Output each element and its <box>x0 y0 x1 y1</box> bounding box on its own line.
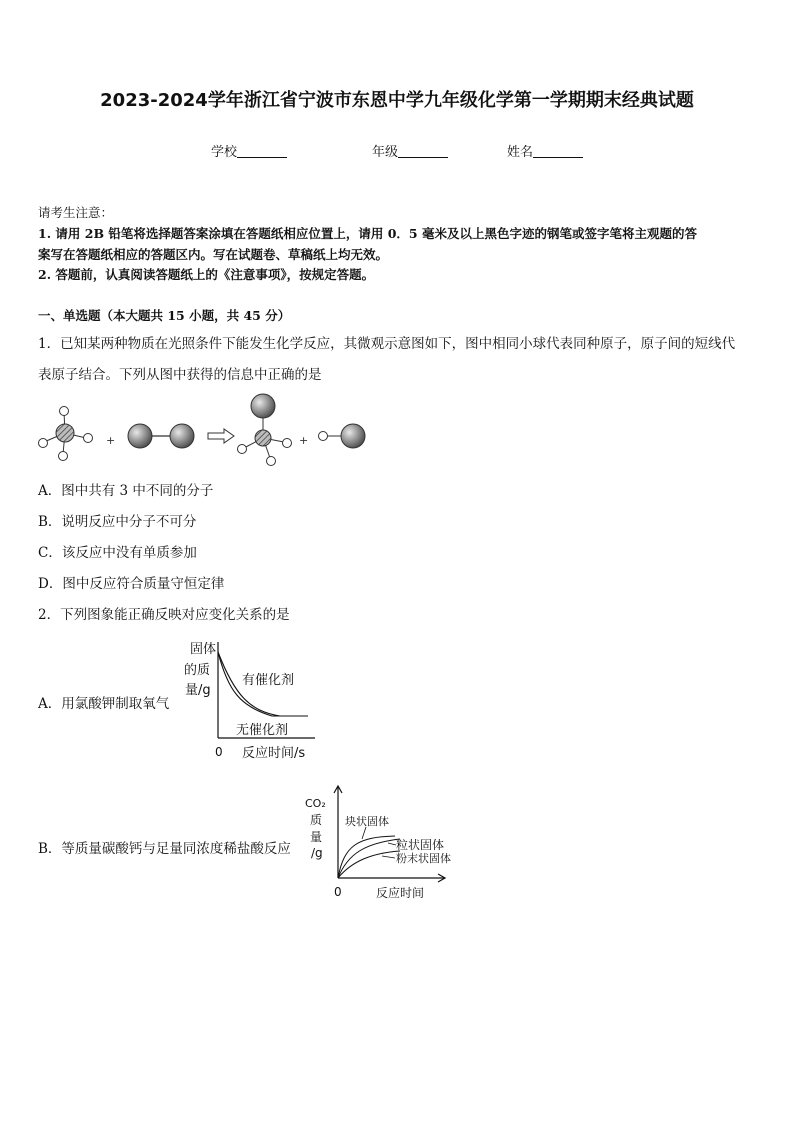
graph-a-ylabel-1: 固体 <box>190 642 217 657</box>
molecule-ch3cl <box>238 394 292 466</box>
graph-a <box>180 636 320 764</box>
graph-b-curve2-label: 粒状固体 <box>396 838 445 852</box>
reaction-diagram <box>30 390 380 470</box>
q1-option-c: C．该反应中没有单质参加 <box>38 545 197 561</box>
graph-b-curve3-label: 粉末状固体 <box>396 852 451 865</box>
graph-b-ylabel-1: CO₂ <box>305 797 326 810</box>
q2-stem: 2．下列图象能正确反映对应变化关系的是 <box>38 607 290 623</box>
graph-b-ylabel-4: /g <box>311 846 323 860</box>
molecule-ch4 <box>39 407 93 461</box>
name-field: 姓名 <box>507 141 583 160</box>
graph-b-origin: 0 <box>334 885 342 899</box>
graph-b-curve1-label: 块状固体 <box>345 815 389 828</box>
page-title: 2023-2024学年浙江省宁波市东恩中学九年级化学第一学期期末经典试题 <box>100 90 694 111</box>
graph-b <box>300 783 460 903</box>
notice-item-2: 2. 答题前，认真阅读答题纸上的《注意事项》，按规定答题。 <box>38 267 375 282</box>
q1-option-a: A．图中共有 3 中不同的分子 <box>38 483 214 499</box>
plus-sign-1: + <box>106 434 116 447</box>
graph-a-curve1-label: 有催化剂 <box>242 673 295 688</box>
grade-blank <box>398 144 448 158</box>
molecule-hcl <box>319 424 366 448</box>
grade-field: 年级 <box>372 141 448 160</box>
graph-b-xlabel: 反应时间 <box>376 886 425 900</box>
school-field: 学校 <box>211 141 287 160</box>
graph-a-ylabel-2: 的质 <box>184 663 211 678</box>
graph-b-curve-block <box>338 851 400 878</box>
graph-a-curve2-label: 无催化剂 <box>236 723 289 738</box>
school-blank <box>237 144 287 158</box>
plus-sign-2: + <box>299 434 309 447</box>
graph-a-ylabel-3: 量/g <box>185 683 211 698</box>
notice-item-1-cont: 案写在答题纸相应的答题区内。写在试题卷、草稿纸上均无效。 <box>38 247 389 262</box>
graph-b-ylabel-2: 质 <box>310 813 323 827</box>
q1-stem-line1: 1．已知某两种物质在光照条件下能发生化学反应，其微观示意图如下，图中相同小球代表同种原子，原子间的短线代 <box>38 336 736 352</box>
q1-option-b: B．说明反应中分子不可分 <box>38 514 197 530</box>
graph-a-origin: 0 <box>215 745 223 759</box>
graph-b-ylabel-3: 量 <box>310 830 323 844</box>
graph-b-curve-granular <box>338 839 400 878</box>
graph-a-xlabel: 反应时间/s <box>242 746 306 761</box>
q1-option-d: D．图中反应符合质量守恒定律 <box>38 576 225 592</box>
reaction-arrow-icon <box>208 429 234 443</box>
molecule-cl2 <box>128 424 194 448</box>
q2-option-a-label: A．用氯酸钾制取氧气 <box>38 696 170 712</box>
section-heading: 一、单选题（本大题共 15 小题，共 45 分） <box>38 308 291 323</box>
notice-item-1: 1. 请用 2B 铅笔将选择题答案涂填在答题纸相应位置上，请用 0．5 毫米及以上黑色字迹的钢笔或签字笔将主观题的答 <box>38 226 697 241</box>
q2-option-b-label: B．等质量碳酸钙与足量同浓度稀盐酸反应 <box>38 841 291 857</box>
notice-heading: 请考生注意： <box>38 205 114 220</box>
q1-stem-line2: 表原子结合。下列从图中获得的信息中正确的是 <box>38 367 322 383</box>
name-blank <box>533 144 583 158</box>
